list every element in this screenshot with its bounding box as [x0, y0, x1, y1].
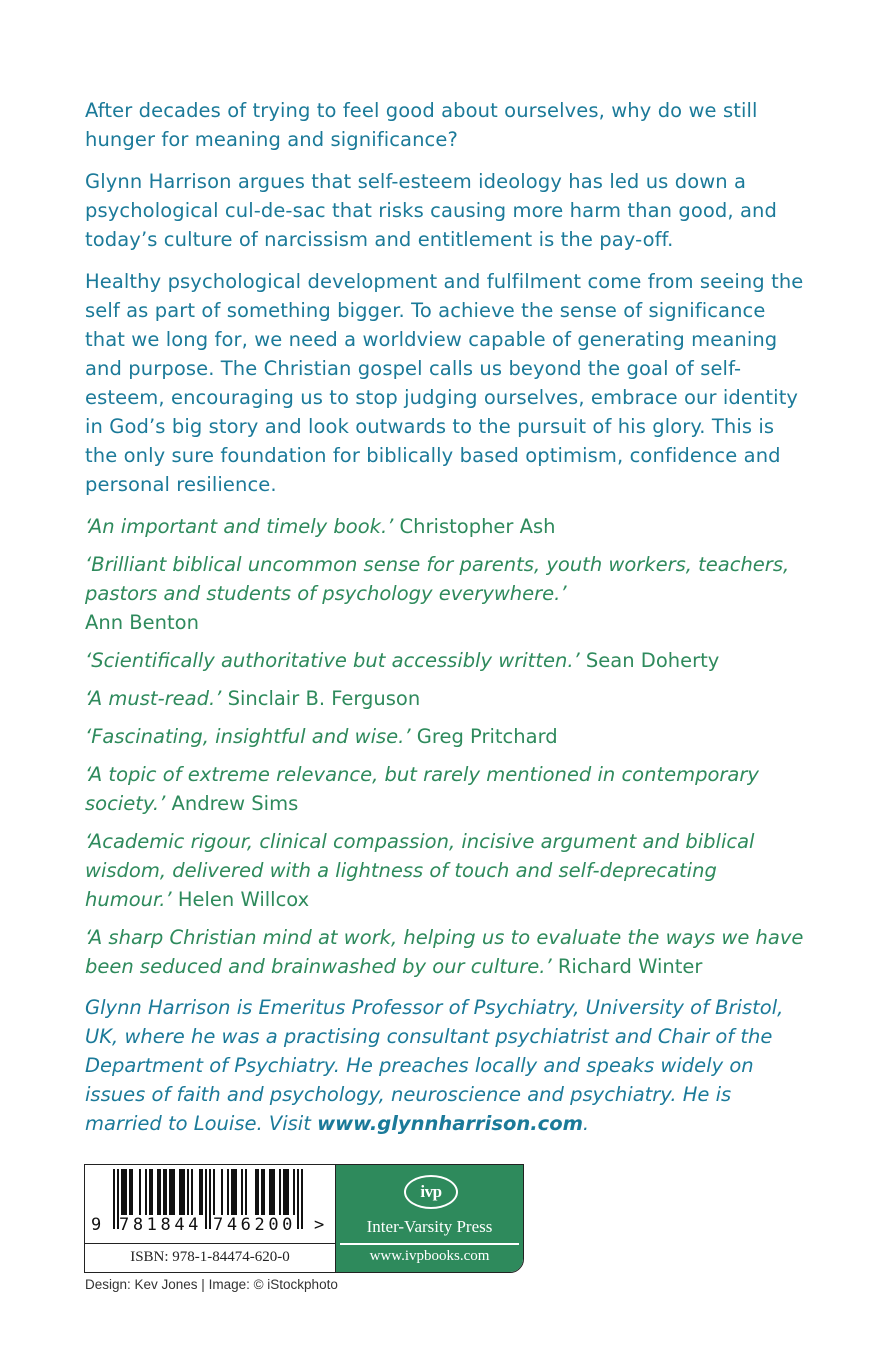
barcode-bar [181, 1169, 183, 1215]
barcode-bar [213, 1169, 215, 1215]
barcode-bar [245, 1169, 247, 1215]
endorsement-quote: ‘A must-read.’ [85, 687, 222, 710]
endorsement [85, 760, 805, 818]
barcode-bar [121, 1169, 123, 1215]
barcode-bar [131, 1169, 133, 1215]
barcode-publisher-panel [84, 1164, 524, 1273]
barcode-area [85, 1165, 336, 1272]
barcode-bar [269, 1169, 271, 1215]
barcode-bar [145, 1169, 147, 1215]
endorsement-author: Sean Doherty [585, 649, 720, 672]
barcode-bar [191, 1169, 193, 1215]
barcode-bar [171, 1169, 173, 1215]
barcode-bar [271, 1169, 273, 1215]
endorsement-quote: ‘A sharp Christian mind at work, helping us to evaluate the ways we have been seduced and brainwashed by our culture.’ [85, 926, 804, 978]
endorsement-quote: ‘Academic rigour, clinical compassion, incisive argument and biblical wisdom, delivered with a lightness of touch and self-deprecating humour.’ [85, 830, 755, 911]
barcode-bar [139, 1169, 141, 1215]
barcode-bar [165, 1169, 167, 1215]
endorsement [85, 684, 805, 713]
endorsement-quote: ‘A topic of extreme relevance, but rarely mentioned in contemporary society.’ [85, 763, 759, 815]
ean-left-group: 781844 [119, 1215, 203, 1235]
barcode-bar [123, 1169, 125, 1215]
author-bio-end: . [582, 1112, 590, 1135]
barcode-bar [287, 1169, 289, 1215]
publisher-panel [336, 1165, 523, 1272]
barcode-bar [179, 1169, 181, 1215]
barcode-bar [221, 1169, 223, 1215]
endorsement [85, 722, 805, 751]
endorsement-author: Christopher Ash [399, 515, 556, 538]
barcode-bar [255, 1169, 257, 1215]
blurb-paragraph-2: Glynn Harrison argues that self-esteem ideology has led us down a psychological cul-de-sac that risks causing more harm than good, and today’s culture of narcissism and entitlement is the pay-off. [85, 170, 777, 251]
barcode-bar [201, 1169, 203, 1215]
endorsement-author: Helen Willcox [177, 888, 310, 911]
barcode-bar [285, 1169, 287, 1215]
ean-digits [85, 1215, 335, 1239]
barcode-bar [157, 1169, 159, 1215]
author-website-link[interactable]: www.glynnharrison.com [317, 1112, 583, 1135]
design-credit: Design: Kev Jones | Image: © iStockphoto [85, 1277, 338, 1292]
endorsement-author: Ann Benton [85, 611, 199, 634]
author-bio [85, 993, 805, 1138]
blurb-paragraph-1: After decades of trying to feel good about ourselves, why do we still hunger for meaning and significance? [85, 99, 758, 151]
blurb [85, 96, 805, 499]
endorsement-quote: ‘An important and timely book.’ [85, 515, 394, 538]
publisher-website-link[interactable]: www.ivpbooks.com [369, 1248, 490, 1264]
isbn-label: ISBN: 978-1-84474-620-0 [85, 1243, 335, 1273]
endorsement [85, 646, 805, 675]
ivp-logo-icon: ivp [404, 1175, 458, 1209]
barcode-bar [257, 1169, 259, 1215]
endorsement-author: Richard Winter [557, 955, 703, 978]
endorsements [85, 512, 805, 981]
barcode-bar [187, 1169, 189, 1215]
publisher-divider [340, 1243, 519, 1245]
ean-right-group: 746200 [213, 1215, 297, 1235]
endorsement-author: Andrew Sims [171, 792, 299, 815]
barcode-bar [235, 1169, 237, 1215]
barcode-bar [129, 1169, 131, 1215]
barcode-bar [263, 1169, 265, 1215]
barcode-bar [273, 1169, 275, 1215]
author-bio-text: Glynn Harrison is Emeritus Professor of Psychiatry, University of Bristol, UK, where he was a practising consultant psychiatrist and Chair of the Department of Psychiatry. He preaches locally and speaks widely on issues of faith and psychology, neuroscience and psychiatry. He is married to Louise. Visit [85, 996, 784, 1135]
back-cover-content [85, 96, 805, 1158]
endorsement-quote: ‘Scientifically authoritative but accessibly written.’ [85, 649, 580, 672]
barcode-bar [231, 1169, 233, 1215]
barcode-bar [279, 1169, 281, 1215]
barcode-bar [199, 1169, 201, 1215]
barcode-bar [169, 1169, 171, 1215]
ean-first-digit: 9 [91, 1215, 102, 1235]
publisher-name: Inter-Varsity Press [366, 1217, 493, 1236]
endorsement [85, 550, 805, 637]
barcode-bar [227, 1169, 229, 1215]
barcode-bar [149, 1169, 151, 1215]
barcode-bar [261, 1169, 263, 1215]
barcode-bar [233, 1169, 235, 1215]
barcode-bar [173, 1169, 175, 1215]
blurb-paragraph-3: Healthy psychological development and fulfilment come from seeing the self as part of something bigger. To achieve the sense of significance that we long for, we need a worldview capable of generating meaning and purpose. The Christian gospel calls us beyond the goal of self-esteem, encouraging us to stop judging ourselves, embrace our identity in God’s big story and look outwards to the pursuit of his glory. This is the only sure foundation for biblically based optimism, confidence and personal resilience. [85, 270, 804, 496]
barcode-bar [241, 1169, 243, 1215]
barcode-bar [283, 1169, 285, 1215]
barcode-bar [159, 1169, 161, 1215]
barcode-bar [125, 1169, 127, 1215]
endorsement [85, 512, 805, 541]
barcode-bar [151, 1169, 153, 1215]
endorsement-author: Greg Pritchard [416, 725, 558, 748]
barcode-bar [293, 1169, 295, 1215]
endorsement-quote: ‘Fascinating, insightful and wise.’ [85, 725, 411, 748]
endorsement [85, 923, 805, 981]
endorsement-author: Sinclair B. Ferguson [227, 687, 421, 710]
endorsement-quote: ‘Brilliant biblical uncommon sense for parents, youth workers, teachers, pastors and students of psychology everywhere.’ [85, 553, 790, 605]
barcode-bar [183, 1169, 185, 1215]
barcode-bar [163, 1169, 165, 1215]
endorsement [85, 827, 805, 914]
ean-quiet-zone-arrow: > [314, 1215, 325, 1235]
